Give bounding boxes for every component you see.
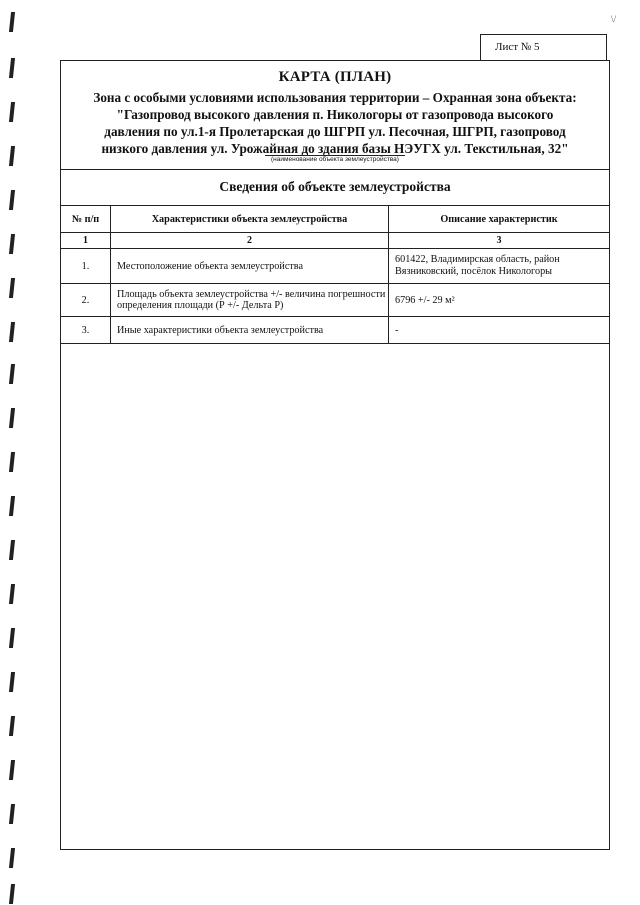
characteristic-line: Площадь объекта землеустройства +/- величина: [117, 289, 326, 300]
object-name-line: низкого давления ул. Урожайная до здания базы НЭУГХ ул. Текстильная, 32": [101, 141, 569, 156]
table-header-row: [61, 206, 609, 233]
column-header: Описание характеристик: [389, 206, 610, 233]
caption-text: (наименование объекта землеустройства): [265, 155, 405, 163]
section-title: Сведения об объекте землеустройства: [61, 169, 609, 206]
binding-holes: [10, 0, 18, 905]
column-number-row: [61, 233, 609, 249]
description-cell: [389, 249, 610, 284]
characteristic-cell: Иные характеристики объекта землеустройства: [111, 317, 389, 344]
description-cell: -: [389, 317, 610, 344]
characteristic-line: погрешности определения площади (Р +/- Дельта Р): [117, 289, 386, 311]
document-frame: [60, 60, 610, 850]
row-number: 3.: [61, 317, 111, 344]
characteristic-cell: Местоположение объекта землеустройства: [111, 249, 389, 284]
document-title: КАРТА (ПЛАН): [278, 69, 392, 85]
characteristics-table: [61, 205, 609, 344]
table-row: [61, 284, 609, 317]
column-number: 3: [389, 233, 610, 249]
header-block: [61, 61, 609, 170]
object-name-caption: [61, 156, 609, 163]
description-line: 601422, Владимирская область, район: [395, 253, 560, 265]
description-line: Вязниковский, посёлок Никологоры: [395, 266, 553, 277]
table-row: [61, 249, 609, 284]
column-header: Характеристики объекта землеустройства: [111, 206, 389, 233]
row-number: 2.: [61, 284, 111, 317]
object-name-line: давления по ул.1-я Пролетарская до ШГРП ул. Песочная, ШГРП, газопровод: [104, 124, 566, 139]
table-row: [61, 317, 609, 344]
sheet-number: Лист № 5: [480, 34, 607, 60]
column-header: № п/п: [61, 206, 111, 233]
characteristic-cell: [111, 284, 389, 317]
column-number: 1: [61, 233, 111, 249]
row-number: 1.: [61, 249, 111, 284]
column-number: 2: [111, 233, 389, 249]
object-name: [61, 89, 609, 157]
corner-mark: \/: [610, 14, 616, 24]
description-cell: 6796 +/- 29 м²: [389, 284, 610, 317]
object-name-line: Зона с особыми условиями использования территории – Охранная зона объекта:: [93, 90, 577, 105]
object-name-line: "Газопровод высокого давления п. Никологоры от газопровода высокого: [116, 107, 554, 122]
